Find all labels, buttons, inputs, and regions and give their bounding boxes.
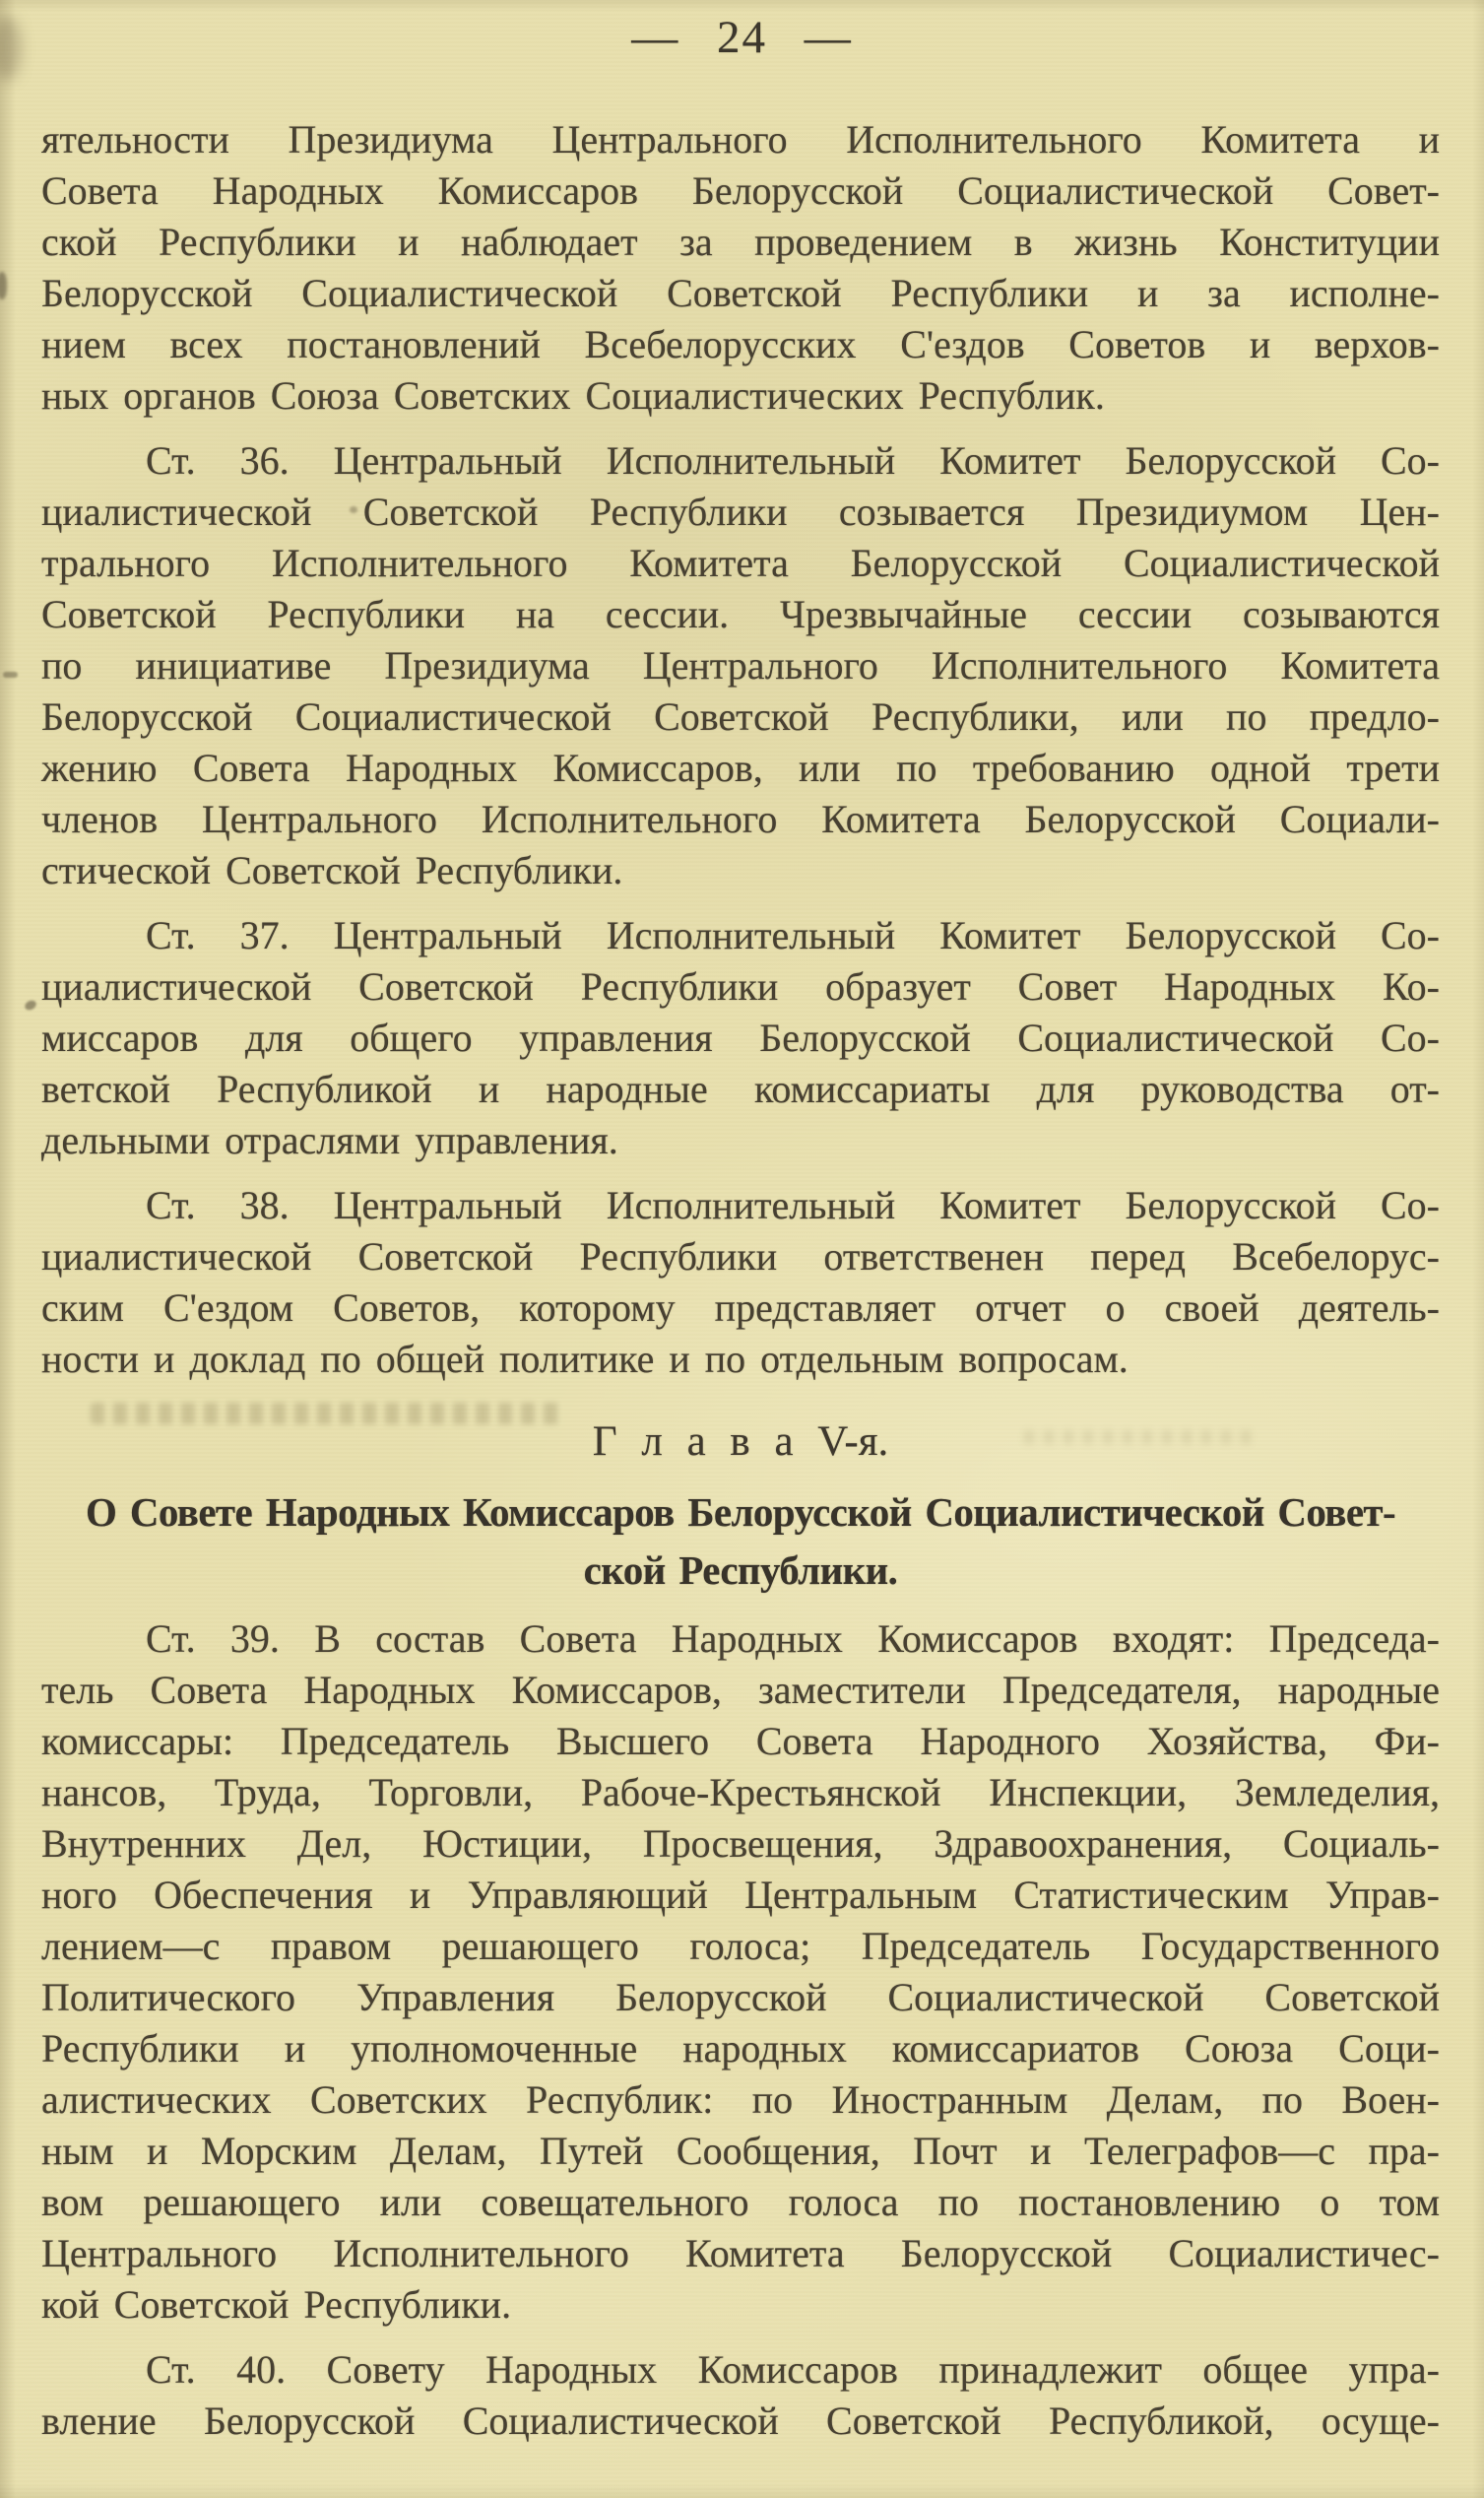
text-line: циалистической Советской Республики созывается Президиумом Цен- bbox=[41, 490, 1440, 534]
text-line: лением—с правом решающего голоса; Председатель Государственного bbox=[41, 1924, 1440, 1968]
text-line: Ст. 38. Центральный Исполнительный Комитет Белорусской Со- bbox=[146, 1183, 1440, 1227]
text-line: Ст. 39. В состав Совета Народных Комиссаров входят: Председа- bbox=[146, 1616, 1440, 1661]
text-line: Советской Республики на сессии. Чрезвычайные сессии созываются bbox=[41, 592, 1440, 636]
text-line: Совета Народных Комиссаров Белорусской Социалистической Совет- bbox=[41, 168, 1440, 213]
text-line: миссаров для общего управления Белорусской Социалистической Со- bbox=[41, 1016, 1440, 1060]
text-line: вом решающего или совещательного голоса по постановлению о том bbox=[41, 2180, 1440, 2224]
scan-edge-mark bbox=[0, 272, 7, 299]
text-line: нием всех постановлений Всебелорусских С'ездов Советов и верхов- bbox=[41, 322, 1440, 366]
text-line: комиссары: Председатель Высшего Совета Народного Хозяйства, Фи- bbox=[41, 1719, 1440, 1763]
text-line: вление Белорусской Социалистической Советской Республикой, осуще- bbox=[41, 2399, 1440, 2443]
text-line: циалистической Советской Республики образует Совет Народных Ко- bbox=[41, 964, 1440, 1009]
text-line: ятельности Президиума Центрального Исполнительного Комитета и bbox=[41, 117, 1440, 162]
chapter-subtitle-line: ской Республики. bbox=[583, 1547, 898, 1593]
text-line: жению Совета Народных Комиссаров, или по требованию одной трети bbox=[41, 746, 1440, 790]
text-line: тель Совета Народных Комиссаров, заместители Председателя, народные bbox=[41, 1668, 1440, 1712]
text-line: по инициативе Президиума Центрального Исполнительного Комитета bbox=[41, 643, 1440, 688]
article-40-paragraph bbox=[41, 2344, 1440, 2447]
text-line: Белорусской Социалистической Советской Республики и за исполне- bbox=[41, 271, 1440, 315]
text-line: кой Советской Республики. bbox=[41, 2282, 512, 2327]
scan-margin-dot bbox=[24, 999, 38, 1013]
text-line: Ст. 40. Совету Народных Комиссаров принадлежит общее упра- bbox=[146, 2347, 1440, 2392]
text-line: ным и Морским Делам, Путей Сообщения, Почт и Телеграфов—с пра- bbox=[41, 2129, 1440, 2173]
text-line: ской Республики и наблюдает за проведением в жизнь Конституции bbox=[41, 220, 1440, 264]
text-line: Ст. 36. Центральный Исполнительный Комитет Белорусской Со- bbox=[146, 438, 1440, 483]
page-number: — 24 — bbox=[631, 12, 853, 63]
text-line: стической Советской Республики. bbox=[41, 848, 623, 892]
text-line: трального Исполнительного Комитета Белорусской Социалистической bbox=[41, 541, 1440, 585]
text-line: алистических Советских Республик: по Иностранным Делам, по Воен- bbox=[41, 2077, 1440, 2122]
text-line: Ст. 37. Центральный Исполнительный Комитет Белорусской Со- bbox=[146, 913, 1440, 957]
scan-margin-dash bbox=[3, 672, 18, 678]
chapter-subtitle-line: О Совете Народных Комиссаров Белорусской Социалистической Совет- bbox=[85, 1489, 1396, 1535]
text-line: Внутренних Дел, Юстиции, Просвещения, Здравоохранения, Социаль- bbox=[41, 1821, 1440, 1866]
text-line: нансов, Труда, Торговли, Рабоче-Крестьянской Инспекции, Земледелия, bbox=[41, 1770, 1440, 1814]
text-line: Республики и уполномоченные народных комиссариатов Союза Соци- bbox=[41, 2026, 1440, 2071]
text-line: ности и доклад по общей политике и по отдельным вопросам. bbox=[41, 1337, 1129, 1381]
article-39-paragraph bbox=[41, 1613, 1440, 2331]
text-line: ским С'ездом Советов, которому представляет отчет о своей деятель- bbox=[41, 1285, 1440, 1330]
chapter-subtitle bbox=[41, 1483, 1440, 1600]
article-37-paragraph bbox=[41, 910, 1440, 1166]
article-38-paragraph bbox=[41, 1180, 1440, 1385]
text-line: ветской Республикой и народные комиссариаты для руководства от- bbox=[41, 1067, 1440, 1111]
page-body bbox=[41, 114, 1440, 2461]
text-line: Политического Управления Белорусской Социалистической Советской bbox=[41, 1975, 1440, 2019]
text-line: ных органов Союза Советских Социалистических Республик. bbox=[41, 373, 1105, 418]
text-line: дельными отраслями управления. bbox=[41, 1118, 618, 1162]
text-line: ного Обеспечения и Управляющий Центральным Статистическим Управ- bbox=[41, 1873, 1440, 1917]
article-36-paragraph bbox=[41, 435, 1440, 896]
text-line: циалистической Советской Республики ответственен перед Всебелорус- bbox=[41, 1234, 1440, 1279]
text-line: членов Центрального Исполнительного Комитета Белорусской Социали- bbox=[41, 797, 1440, 841]
text-line: Белорусской Социалистической Советской Республики, или по предло- bbox=[41, 694, 1440, 739]
text-line: Центрального Исполнительного Комитета Белорусской Социалистичес- bbox=[41, 2231, 1440, 2275]
paragraph-intro-continuation bbox=[41, 114, 1440, 422]
chapter-heading: Г л а в а V-я. bbox=[592, 1418, 889, 1465]
